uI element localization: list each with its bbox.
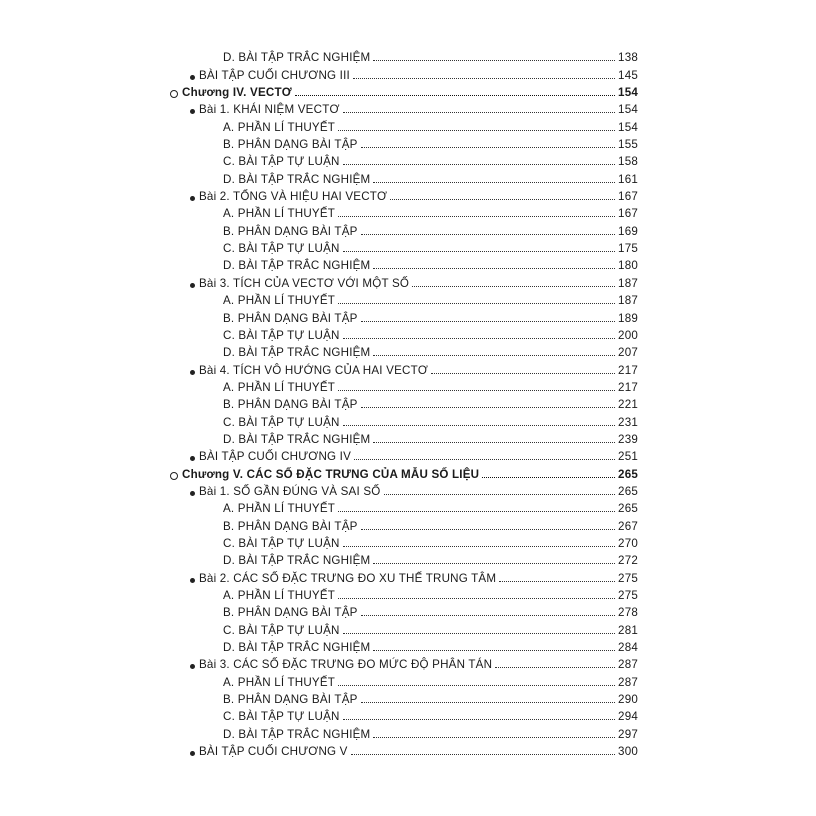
toc-page-number: 270 bbox=[618, 536, 638, 550]
toc-page-number: 300 bbox=[618, 745, 638, 759]
dot-leader bbox=[384, 494, 616, 495]
toc-section-row bbox=[170, 429, 638, 446]
toc-section-row bbox=[170, 47, 638, 64]
dot-leader bbox=[343, 112, 615, 113]
toc-entry-title: A. PHẦN LÍ THUYẾT bbox=[223, 502, 336, 516]
toc-entry-title: A. PHẦN LÍ THUYẾT bbox=[223, 120, 336, 134]
dot-bullet-icon bbox=[190, 491, 195, 496]
dot-leader bbox=[361, 147, 615, 148]
toc-section-row bbox=[170, 637, 638, 654]
dot-leader bbox=[361, 407, 615, 408]
toc-section-row bbox=[170, 550, 638, 567]
toc-entry-title: B. PHÂN DẠNG BÀI TẬP bbox=[223, 693, 358, 707]
toc-entry-title: B. PHÂN DẠNG BÀI TẬP bbox=[223, 311, 358, 325]
dot-leader bbox=[338, 130, 615, 131]
toc-page-number: 231 bbox=[618, 415, 638, 429]
dot-bullet-icon bbox=[190, 664, 195, 669]
toc-page-number: 287 bbox=[618, 658, 638, 672]
toc-page-number: 297 bbox=[618, 727, 638, 741]
toc-section-row bbox=[170, 255, 638, 272]
dot-leader bbox=[373, 650, 615, 651]
toc-entry-title: Bài 1. SỐ GẦN ĐÚNG VÀ SAI SỐ bbox=[199, 484, 381, 498]
toc-section-row bbox=[170, 342, 638, 359]
toc-chapter-row bbox=[170, 82, 638, 99]
dot-leader bbox=[338, 685, 615, 686]
dot-leader bbox=[361, 702, 615, 703]
toc-page-number: 294 bbox=[618, 710, 638, 724]
toc-section-row bbox=[170, 602, 638, 619]
toc-entry-title: D. BÀI TẬP TRẮC NGHIỆM bbox=[223, 172, 371, 186]
dot-leader bbox=[373, 182, 615, 183]
dot-leader bbox=[373, 60, 615, 61]
toc-entry-title: A. PHẦN LÍ THUYẾT bbox=[223, 207, 336, 221]
toc-entry-title: D. BÀI TẬP TRẮC NGHIỆM bbox=[223, 727, 371, 741]
dot-leader bbox=[343, 719, 615, 720]
dot-leader bbox=[343, 338, 615, 339]
toc-page-number: 189 bbox=[618, 311, 638, 325]
dot-leader bbox=[390, 199, 615, 200]
toc-entry-title: B. PHÂN DẠNG BÀI TẬP bbox=[223, 606, 358, 620]
toc-page-number: 281 bbox=[618, 623, 638, 637]
toc-page-number: 167 bbox=[618, 190, 638, 204]
toc-page-number: 221 bbox=[618, 398, 638, 412]
table-of-contents bbox=[170, 47, 638, 758]
dot-leader bbox=[343, 633, 615, 634]
dot-leader bbox=[431, 373, 615, 374]
toc-entry-title: C. BÀI TẬP TỰ LUẬN bbox=[223, 155, 340, 169]
toc-entry-title: BÀI TẬP CUỐI CHƯƠNG V bbox=[199, 745, 348, 759]
toc-entry-title: Bài 4. TÍCH VÔ HƯỚNG CỦA HAI VECTƠ bbox=[199, 363, 428, 377]
toc-entry-title: Bài 2. TỔNG VÀ HIỆU HAI VECTƠ bbox=[199, 190, 388, 204]
toc-lesson-row bbox=[170, 481, 638, 498]
dot-leader bbox=[343, 546, 615, 547]
toc-page-number: 167 bbox=[618, 207, 638, 221]
toc-entry-title: Chương V. CÁC SỐ ĐẶC TRƯNG CỦA MẪU SỐ LIỆU bbox=[182, 467, 480, 481]
toc-entry-title: C. BÀI TẬP TỰ LUẬN bbox=[223, 328, 340, 342]
toc-page-number: 187 bbox=[618, 276, 638, 290]
dot-leader bbox=[495, 667, 615, 668]
toc-entry-title: C. BÀI TẬP TỰ LUẬN bbox=[223, 242, 340, 256]
toc-section-row bbox=[170, 290, 638, 307]
dot-leader bbox=[361, 321, 615, 322]
toc-lesson-row bbox=[170, 359, 638, 376]
toc-entry-title: Bài 3. TÍCH CỦA VECTƠ VỚI MỘT SỐ bbox=[199, 276, 410, 290]
toc-page-number: 265 bbox=[618, 484, 638, 498]
toc-section-row bbox=[170, 394, 638, 411]
toc-page-number: 217 bbox=[618, 380, 638, 394]
toc-page-number: 180 bbox=[618, 259, 638, 273]
toc-lesson-row bbox=[170, 567, 638, 584]
dot-leader bbox=[353, 78, 615, 79]
toc-section-row bbox=[170, 619, 638, 636]
toc-entry-title: BÀI TẬP CUỐI CHƯƠNG IV bbox=[199, 450, 352, 464]
toc-section-row bbox=[170, 515, 638, 532]
toc-section-row bbox=[170, 689, 638, 706]
toc-section-row bbox=[170, 134, 638, 151]
toc-lesson-row bbox=[170, 99, 638, 116]
toc-section-row bbox=[170, 671, 638, 688]
toc-section-row bbox=[170, 238, 638, 255]
toc-page-number: 275 bbox=[618, 571, 638, 585]
toc-entry-title: D. BÀI TẬP TRẮC NGHIỆM bbox=[223, 641, 371, 655]
toc-page-number: 161 bbox=[618, 172, 638, 186]
dot-bullet-icon bbox=[190, 578, 195, 583]
toc-section-row bbox=[170, 533, 638, 550]
toc-entry-title: A. PHẦN LÍ THUYẾT bbox=[223, 675, 336, 689]
toc-section-row bbox=[170, 151, 638, 168]
toc-entry-title: D. BÀI TẬP TRẮC NGHIỆM bbox=[223, 51, 371, 65]
dot-leader bbox=[361, 529, 615, 530]
toc-lesson-row bbox=[170, 741, 638, 758]
toc-entry-title: Chương IV. VECTƠ bbox=[182, 86, 292, 100]
toc-entry-title: B. PHÂN DẠNG BÀI TẬP bbox=[223, 224, 358, 238]
toc-page-number: 154 bbox=[618, 86, 638, 100]
toc-entry-title: C. BÀI TẬP TỰ LUẬN bbox=[223, 623, 340, 637]
dot-leader bbox=[482, 477, 615, 478]
toc-section-row bbox=[170, 116, 638, 133]
toc-entry-title: A. PHẦN LÍ THUYẾT bbox=[223, 380, 336, 394]
dot-leader bbox=[499, 581, 615, 582]
toc-page-number: 154 bbox=[618, 120, 638, 134]
dot-leader bbox=[295, 95, 615, 96]
toc-section-row bbox=[170, 411, 638, 428]
dot-leader bbox=[338, 598, 615, 599]
toc-chapter-row bbox=[170, 463, 638, 480]
dot-leader bbox=[361, 615, 615, 616]
toc-lesson-row bbox=[170, 272, 638, 289]
dot-leader bbox=[351, 754, 615, 755]
dot-bullet-icon bbox=[190, 751, 195, 756]
toc-entry-title: Bài 3. CÁC SỐ ĐẶC TRƯNG ĐO MỨC ĐỘ PHÂN TÁN bbox=[199, 658, 493, 672]
toc-page-number: 200 bbox=[618, 328, 638, 342]
toc-page-number: 265 bbox=[618, 502, 638, 516]
dot-leader bbox=[343, 251, 615, 252]
toc-lesson-row bbox=[170, 446, 638, 463]
toc-entry-title: D. BÀI TẬP TRẮC NGHIỆM bbox=[223, 432, 371, 446]
toc-page-number: 138 bbox=[618, 51, 638, 65]
dot-bullet-icon bbox=[190, 75, 195, 80]
toc-page-number: 239 bbox=[618, 432, 638, 446]
dot-leader bbox=[361, 234, 615, 235]
toc-page-number: 217 bbox=[618, 363, 638, 377]
toc-section-row bbox=[170, 168, 638, 185]
toc-section-row bbox=[170, 706, 638, 723]
toc-page-number: 251 bbox=[618, 450, 638, 464]
dot-bullet-icon bbox=[190, 196, 195, 201]
toc-lesson-row bbox=[170, 654, 638, 671]
toc-section-row bbox=[170, 203, 638, 220]
ring-bullet-icon bbox=[170, 472, 178, 480]
toc-section-row bbox=[170, 585, 638, 602]
toc-page-number: 155 bbox=[618, 138, 638, 152]
toc-page-number: 158 bbox=[618, 155, 638, 169]
toc-entry-title: B. PHÂN DẠNG BÀI TẬP bbox=[223, 398, 358, 412]
dot-leader bbox=[343, 164, 615, 165]
dot-bullet-icon bbox=[190, 456, 195, 461]
dot-leader bbox=[338, 216, 615, 217]
toc-page-number: 169 bbox=[618, 224, 638, 238]
toc-page-number: 290 bbox=[618, 693, 638, 707]
dot-leader bbox=[338, 390, 615, 391]
dot-bullet-icon bbox=[190, 109, 195, 114]
toc-section-row bbox=[170, 307, 638, 324]
toc-entry-title: Bài 2. CÁC SỐ ĐẶC TRƯNG ĐO XU THẾ TRUNG TÂM bbox=[199, 571, 497, 585]
toc-page-number: 207 bbox=[618, 346, 638, 360]
toc-section-row bbox=[170, 377, 638, 394]
toc-entry-title: C. BÀI TẬP TỰ LUẬN bbox=[223, 536, 340, 550]
toc-lesson-row bbox=[170, 186, 638, 203]
toc-entry-title: A. PHẦN LÍ THUYẾT bbox=[223, 294, 336, 308]
toc-page-number: 187 bbox=[618, 294, 638, 308]
toc-entry-title: C. BÀI TẬP TỰ LUẬN bbox=[223, 415, 340, 429]
toc-page-number: 267 bbox=[618, 519, 638, 533]
dot-leader bbox=[373, 563, 615, 564]
toc-page-number: 154 bbox=[618, 103, 638, 117]
toc-page-number: 175 bbox=[618, 242, 638, 256]
dot-leader bbox=[412, 286, 615, 287]
toc-section-row bbox=[170, 325, 638, 342]
dot-leader bbox=[373, 355, 615, 356]
toc-page-number: 287 bbox=[618, 675, 638, 689]
dot-bullet-icon bbox=[190, 370, 195, 375]
toc-entry-title: C. BÀI TẬP TỰ LUẬN bbox=[223, 710, 340, 724]
ring-bullet-icon bbox=[170, 90, 178, 98]
dot-leader bbox=[338, 303, 615, 304]
toc-entry-title: A. PHẦN LÍ THUYẾT bbox=[223, 589, 336, 602]
dot-leader bbox=[343, 425, 615, 426]
toc-section-row bbox=[170, 220, 638, 237]
dot-leader bbox=[373, 737, 615, 738]
toc-entry-title: D. BÀI TẬP TRẮC NGHIỆM bbox=[223, 346, 371, 360]
toc-entry-title: D. BÀI TẬP TRẮC NGHIỆM bbox=[223, 554, 371, 568]
toc-lesson-row bbox=[170, 64, 638, 81]
toc-page-number: 275 bbox=[618, 589, 638, 602]
toc-page-number: 278 bbox=[618, 606, 638, 620]
toc-page-number: 265 bbox=[618, 467, 638, 481]
toc-entry-title: Bài 1. KHÁI NIỆM VECTƠ bbox=[199, 103, 340, 117]
dot-bullet-icon bbox=[190, 283, 195, 288]
toc-page-number: 284 bbox=[618, 641, 638, 655]
toc-entry-title: B. PHÂN DẠNG BÀI TẬP bbox=[223, 519, 358, 533]
dot-leader bbox=[338, 511, 615, 512]
dot-leader bbox=[373, 442, 615, 443]
toc-entry-title: BÀI TẬP CUỐI CHƯƠNG III bbox=[199, 68, 350, 82]
dot-leader bbox=[373, 268, 615, 269]
toc-section-row bbox=[170, 498, 638, 515]
toc-section-row bbox=[170, 723, 638, 740]
dot-leader bbox=[354, 459, 615, 460]
toc-entry-title: B. PHÂN DẠNG BÀI TẬP bbox=[223, 138, 358, 152]
toc-entry-title: D. BÀI TẬP TRẮC NGHIỆM bbox=[223, 259, 371, 273]
toc-page-number: 272 bbox=[618, 554, 638, 568]
toc-page-number: 145 bbox=[618, 68, 638, 82]
